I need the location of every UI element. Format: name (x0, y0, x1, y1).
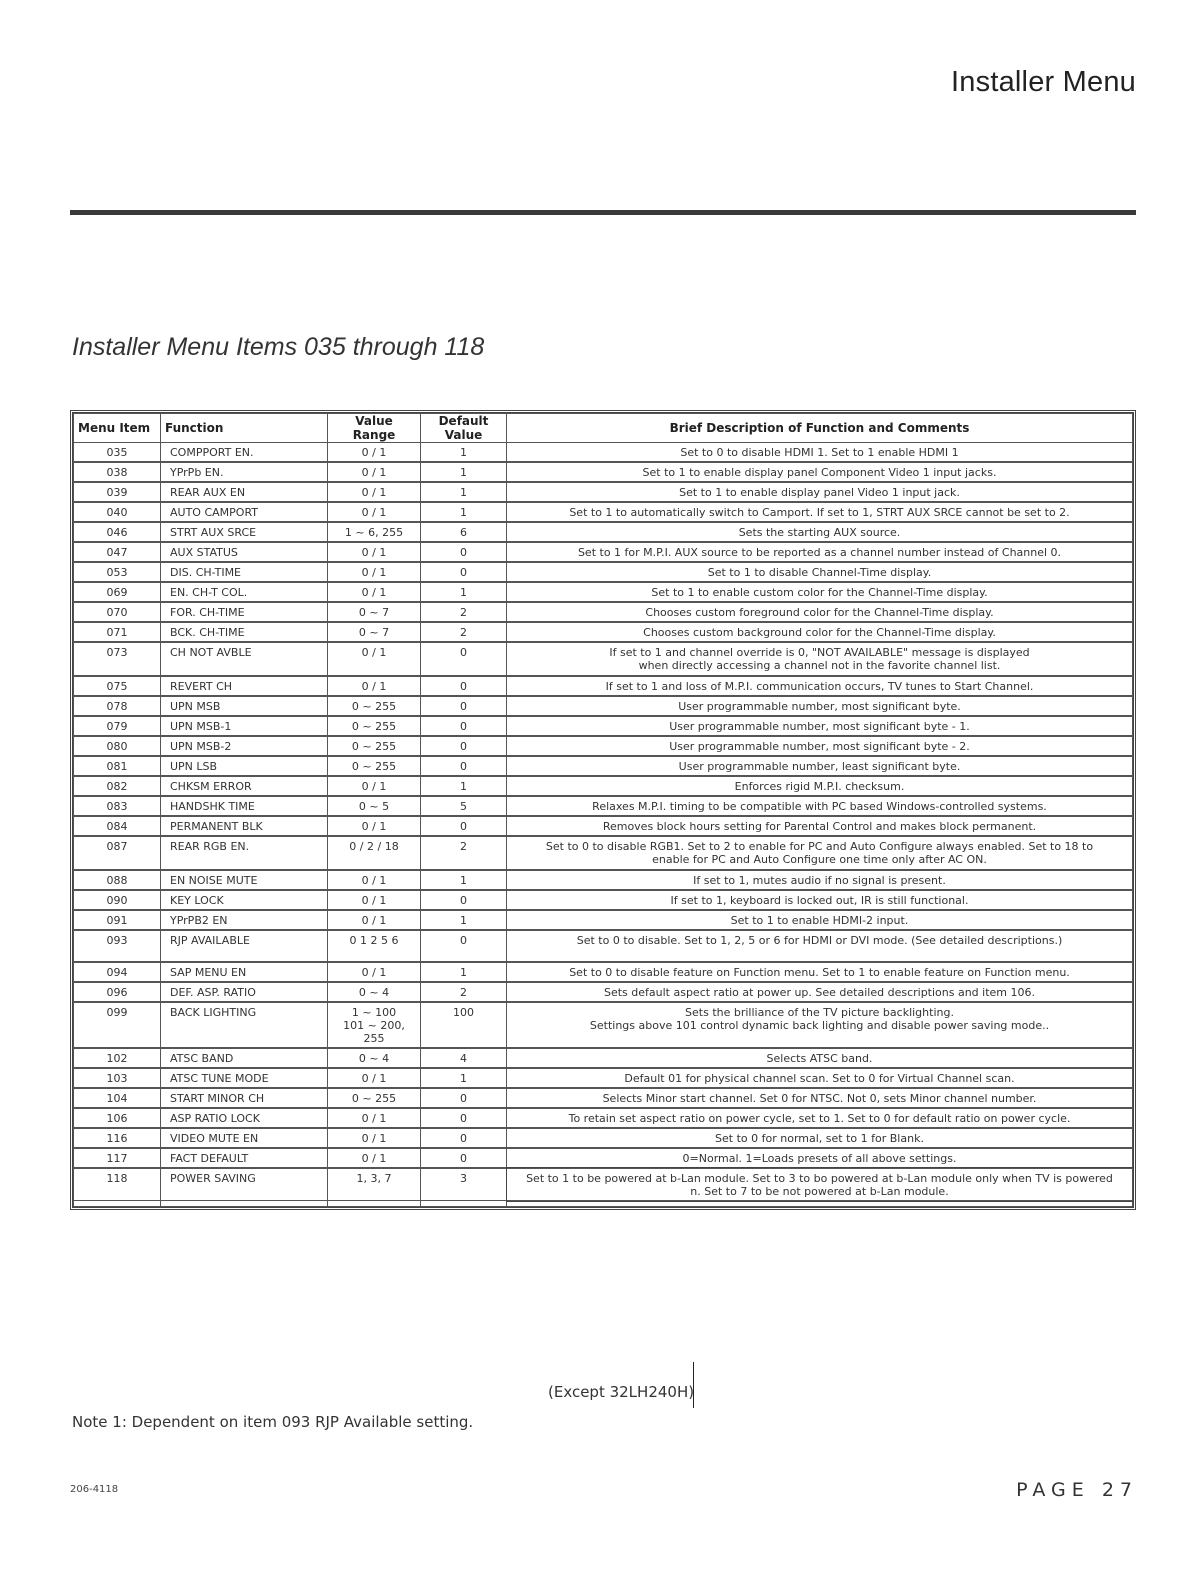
cell-value-range: 1, 3, 7 (328, 1168, 421, 1201)
header-rule (70, 210, 1136, 215)
cell-function: CH NOT AVBLE (161, 642, 328, 676)
cell-value-range: 0 / 1 (328, 562, 421, 582)
table-row (74, 716, 1133, 736)
cell-value-range: 0 / 1 (328, 776, 421, 796)
cell-default-value: 0 (421, 562, 507, 582)
cell-value-range: 0 / 1 (328, 962, 421, 982)
cell-function: HANDSHK TIME (161, 796, 328, 816)
cell-value-range: 0 / 1 (328, 1108, 421, 1128)
cell-description (507, 1002, 1133, 1048)
cell-default-value: 1 (421, 482, 507, 502)
cell-menu-item: 091 (74, 910, 161, 930)
cell-description: Default 01 for physical channel scan. Set to 0 for Virtual Channel scan. (507, 1068, 1133, 1088)
cell-value-range: 0 ~ 255 (328, 716, 421, 736)
cell-menu-item: 080 (74, 736, 161, 756)
cell-value-range: 0 / 1 (328, 676, 421, 696)
cell-menu-item: 084 (74, 816, 161, 836)
table-row (74, 1088, 1133, 1108)
cell-menu-item: 053 (74, 562, 161, 582)
cell-menu-item: 078 (74, 696, 161, 716)
cell-default-value: 0 (421, 756, 507, 776)
cell-menu-item: 047 (74, 542, 161, 562)
cell-description: User programmable number, most significant byte - 2. (507, 736, 1133, 756)
cell-description-line-1: Set to 0 to disable RGB1. Set to 2 to enable for PC and Auto Configure always enabled. Set to 18 to (545, 840, 1094, 853)
filler-cell (328, 1201, 421, 1207)
cell-menu-item: 039 (74, 482, 161, 502)
table-row (74, 602, 1133, 622)
table-row (74, 1002, 1133, 1048)
page-number: PAGE 27 (1016, 1479, 1138, 1501)
cell-function: EN NOISE MUTE (161, 870, 328, 890)
cell-default-value: 1 (421, 962, 507, 982)
table-row (74, 962, 1133, 982)
cell-menu-item: 088 (74, 870, 161, 890)
cell-menu-item: 081 (74, 756, 161, 776)
cell-value-range: 0 ~ 7 (328, 622, 421, 642)
table-row (74, 1108, 1133, 1128)
installer-menu-table (70, 410, 1136, 1210)
cell-default-value: 0 (421, 930, 507, 962)
cell-description: Relaxes M.P.I. timing to be compatible with PC based Windows-controlled systems. (507, 796, 1133, 816)
cell-function: DEF. ASP. RATIO (161, 982, 328, 1002)
cell-function: KEY LOCK (161, 890, 328, 910)
cell-description: Chooses custom background color for the Channel-Time display. (507, 622, 1133, 642)
cell-value-range: 0 ~ 255 (328, 756, 421, 776)
cell-function: REAR RGB EN. (161, 836, 328, 870)
table-row (74, 1148, 1133, 1168)
cell-value-range: 0 1 2 5 6 (328, 930, 421, 962)
cell-menu-item: 102 (74, 1048, 161, 1068)
cell-description: 0=Normal. 1=Loads presets of all above settings. (507, 1148, 1133, 1168)
table-row (74, 482, 1133, 502)
cell-function: POWER SAVING (161, 1168, 328, 1201)
column-header-value-range: Value Range (328, 414, 421, 443)
filler-cell (161, 1201, 328, 1207)
cell-function: STRT AUX SRCE (161, 522, 328, 542)
cell-value-range: 0 / 1 (328, 1128, 421, 1148)
cell-default-value: 2 (421, 982, 507, 1002)
cell-function: RJP AVAILABLE (161, 930, 328, 962)
cell-menu-item: 083 (74, 796, 161, 816)
document-number: 206-4118 (70, 1484, 119, 1495)
cell-description: Selects ATSC band. (507, 1048, 1133, 1068)
cell-default-value: 0 (421, 1148, 507, 1168)
cell-default-value: 0 (421, 676, 507, 696)
cell-menu-item: 082 (74, 776, 161, 796)
cell-value-range: 0 ~ 255 (328, 736, 421, 756)
cell-function: VIDEO MUTE EN (161, 1128, 328, 1148)
table-row (74, 562, 1133, 582)
cell-default-value: 1 (421, 870, 507, 890)
cell-description: If set to 1 and loss of M.P.I. communication occurs, TV tunes to Start Channel. (507, 676, 1133, 696)
table-row (74, 642, 1133, 676)
cell-default-value: 0 (421, 716, 507, 736)
table-row (74, 443, 1133, 463)
cell-menu-item: 094 (74, 962, 161, 982)
cell-menu-item: 035 (74, 443, 161, 463)
cell-value-range: 0 / 1 (328, 462, 421, 482)
table-row (74, 1048, 1133, 1068)
cell-value-range: 0 / 1 (328, 910, 421, 930)
cell-value-range-line-1: 1 ~ 100 (351, 1006, 397, 1019)
table-row (74, 582, 1133, 602)
cell-description (507, 642, 1133, 676)
cell-default-value: 1 (421, 776, 507, 796)
cell-function: BCK. CH-TIME (161, 622, 328, 642)
cell-menu-item: 103 (74, 1068, 161, 1088)
cell-default-value: 1 (421, 910, 507, 930)
cell-description-line-2: Settings above 101 control dynamic back lighting and disable power saving mode.. (589, 1019, 1050, 1032)
cell-menu-item: 090 (74, 890, 161, 910)
cell-menu-item: 040 (74, 502, 161, 522)
cell-description (507, 836, 1133, 870)
cell-function: UPN MSB-2 (161, 736, 328, 756)
table-row (74, 796, 1133, 816)
cell-value-range: 0 ~ 255 (328, 696, 421, 716)
table-row (74, 542, 1133, 562)
cell-description-line-1: Sets the brilliance of the TV picture backlighting. (685, 1006, 954, 1019)
cell-function: YPrPB2 EN (161, 910, 328, 930)
column-header-default-value: Default Value (421, 414, 507, 443)
cell-function: CHKSM ERROR (161, 776, 328, 796)
cell-default-value: 0 (421, 1128, 507, 1148)
table-row (74, 1128, 1133, 1148)
cell-default-value: 1 (421, 582, 507, 602)
cell-function: PERMANENT BLK (161, 816, 328, 836)
cell-default-value: 6 (421, 522, 507, 542)
cell-menu-item: 079 (74, 716, 161, 736)
cell-description: User programmable number, least significant byte. (507, 756, 1133, 776)
cell-description: Set to 0 to disable HDMI 1. Set to 1 enable HDMI 1 (507, 443, 1133, 463)
cell-menu-item: 116 (74, 1128, 161, 1148)
cell-function: UPN MSB (161, 696, 328, 716)
cell-menu-item: 096 (74, 982, 161, 1002)
cell-description: If set to 1, keyboard is locked out, IR is still functional. (507, 890, 1133, 910)
cell-menu-item: 118 (74, 1168, 161, 1201)
cell-function: YPrPb EN. (161, 462, 328, 482)
page-header-title: Installer Menu (951, 66, 1136, 98)
cell-menu-item: 070 (74, 602, 161, 622)
cell-default-value: 0 (421, 642, 507, 676)
cell-function: EN. CH-T COL. (161, 582, 328, 602)
cell-default-value: 1 (421, 443, 507, 463)
cell-menu-item: 117 (74, 1148, 161, 1168)
cell-default-value: 100 (421, 1002, 507, 1048)
cell-function: ATSC BAND (161, 1048, 328, 1068)
table-row (74, 816, 1133, 836)
cell-default-value: 0 (421, 1088, 507, 1108)
cell-default-value: 1 (421, 462, 507, 482)
cell-default-value: 1 (421, 502, 507, 522)
cell-description-line-2: enable for PC and Auto Configure one time only after AC ON. (652, 853, 987, 866)
cell-function: FOR. CH-TIME (161, 602, 328, 622)
cell-description: Set to 1 to enable custom color for the Channel-Time display. (507, 582, 1133, 602)
cell-description: To retain set aspect ratio on power cycle, set to 1. Set to 0 for default ratio on power cycle. (507, 1108, 1133, 1128)
table-row (74, 736, 1133, 756)
cell-default-value: 1 (421, 1068, 507, 1088)
cell-function: SAP MENU EN (161, 962, 328, 982)
cell-function: COMPPORT EN. (161, 443, 328, 463)
cell-default-value: 0 (421, 542, 507, 562)
cell-default-value: 0 (421, 736, 507, 756)
cell-description (507, 1168, 1133, 1201)
cell-menu-item: 038 (74, 462, 161, 482)
cell-value-range: 0 ~ 7 (328, 602, 421, 622)
cell-default-value: 0 (421, 1108, 507, 1128)
cell-value-range-line-2: 101 ~ 200, 255 (343, 1019, 405, 1045)
cell-description: Set to 0 to disable. Set to 1, 2, 5 or 6 for HDMI or DVI mode. (See detailed descriptions.) (507, 930, 1133, 962)
cell-function: AUX STATUS (161, 542, 328, 562)
table-filler-row (74, 1201, 1133, 1207)
column-header-menu-item: Menu Item (74, 414, 161, 443)
cell-description: Set to 1 to enable display panel Component Video 1 input jacks. (507, 462, 1133, 482)
cell-function: ASP RATIO LOCK (161, 1108, 328, 1128)
table-row (74, 696, 1133, 716)
table-row (74, 870, 1133, 890)
cell-description: Set to 0 to disable feature on Function menu. Set to 1 to enable feature on Function menu. (507, 962, 1133, 982)
cell-description: Removes block hours setting for Parental Control and makes block permanent. (507, 816, 1133, 836)
cell-value-range: 0 / 1 (328, 890, 421, 910)
cell-description-line-1: Set to 1 to be powered at b-Lan module. Set to 3 to bo powered at b-Lan module only when TV is powered (526, 1172, 1113, 1185)
cell-default-value: 0 (421, 816, 507, 836)
cell-value-range: 0 ~ 4 (328, 1048, 421, 1068)
table-row (74, 1168, 1133, 1201)
cell-default-value: 0 (421, 696, 507, 716)
filler-cell (74, 1201, 161, 1207)
cell-value-range (328, 1002, 421, 1048)
cell-value-range: 0 / 1 (328, 870, 421, 890)
cell-function: REAR AUX EN (161, 482, 328, 502)
filler-cell (507, 1201, 1133, 1207)
table-row (74, 756, 1133, 776)
cell-value-range: 0 / 1 (328, 443, 421, 463)
table-row (74, 982, 1133, 1002)
table-row (74, 910, 1133, 930)
cell-description: If set to 1, mutes audio if no signal is present. (507, 870, 1133, 890)
cell-menu-item: 073 (74, 642, 161, 676)
cell-description: Enforces rigid M.P.I. checksum. (507, 776, 1133, 796)
column-header-description: Brief Description of Function and Comments (507, 414, 1133, 443)
cell-description-line-1: If set to 1 and channel override is 0, "NOT AVAILABLE" message is displayed (609, 646, 1030, 659)
cell-description: Set to 1 to enable HDMI-2 input. (507, 910, 1133, 930)
cell-description: Sets the starting AUX source. (507, 522, 1133, 542)
cell-description: User programmable number, most significant byte - 1. (507, 716, 1133, 736)
cell-value-range: 0 / 1 (328, 816, 421, 836)
cell-value-range: 0 / 1 (328, 1148, 421, 1168)
table-row (74, 890, 1133, 910)
cell-function: DIS. CH-TIME (161, 562, 328, 582)
cell-description: Set to 1 to disable Channel-Time display. (507, 562, 1133, 582)
table-row (74, 930, 1133, 962)
cell-description: User programmable number, most significant byte. (507, 696, 1133, 716)
cell-description: Sets default aspect ratio at power up. See detailed descriptions and item 106. (507, 982, 1133, 1002)
cell-description: Set to 0 for normal, set to 1 for Blank. (507, 1128, 1133, 1148)
cell-default-value: 5 (421, 796, 507, 816)
cell-value-range: 1 ~ 6, 255 (328, 522, 421, 542)
cell-value-range: 0 / 1 (328, 542, 421, 562)
cell-menu-item: 087 (74, 836, 161, 870)
cell-description: Set to 1 for M.P.I. AUX source to be reported as a channel number instead of Channel 0. (507, 542, 1133, 562)
cell-description-line-2: n. Set to 7 to be not powered at b-Lan module. (690, 1185, 949, 1198)
cell-value-range: 0 ~ 255 (328, 1088, 421, 1108)
cell-value-range: 0 / 1 (328, 642, 421, 676)
cell-menu-item: 069 (74, 582, 161, 602)
cell-function: BACK LIGHTING (161, 1002, 328, 1048)
cell-value-range: 0 / 1 (328, 1068, 421, 1088)
cell-default-value: 4 (421, 1048, 507, 1068)
cell-default-value: 3 (421, 1168, 507, 1201)
footnote: Note 1: Dependent on item 093 RJP Available setting. (72, 1413, 474, 1431)
cell-menu-item: 106 (74, 1108, 161, 1128)
cell-menu-item: 104 (74, 1088, 161, 1108)
cell-default-value: 2 (421, 602, 507, 622)
section-title: Installer Menu Items 035 through 118 (72, 333, 485, 361)
cell-function: FACT DEFAULT (161, 1148, 328, 1168)
cell-menu-item: 099 (74, 1002, 161, 1048)
except-note: (Except 32LH240H) (548, 1383, 695, 1401)
filler-cell (421, 1201, 507, 1207)
table-row (74, 522, 1133, 542)
cell-function: UPN LSB (161, 756, 328, 776)
cell-value-range: 0 / 1 (328, 502, 421, 522)
cell-value-range: 0 / 1 (328, 482, 421, 502)
cell-function: ATSC TUNE MODE (161, 1068, 328, 1088)
table-body (74, 443, 1133, 1207)
cell-description-line-2: when directly accessing a channel not in the favorite channel list. (638, 659, 1001, 672)
cell-default-value: 2 (421, 836, 507, 870)
cell-value-range: 0 ~ 4 (328, 982, 421, 1002)
table-row (74, 622, 1133, 642)
table-row (74, 836, 1133, 870)
table-row (74, 676, 1133, 696)
cell-default-value: 0 (421, 890, 507, 910)
cell-menu-item: 071 (74, 622, 161, 642)
cell-value-range: 0 / 1 (328, 582, 421, 602)
table-header-row (74, 414, 1133, 443)
cell-function: AUTO CAMPORT (161, 502, 328, 522)
column-header-function: Function (161, 414, 328, 443)
cell-description: Selects Minor start channel. Set 0 for NTSC. Not 0, sets Minor channel number. (507, 1088, 1133, 1108)
cell-menu-item: 075 (74, 676, 161, 696)
cell-default-value: 2 (421, 622, 507, 642)
cell-function: REVERT CH (161, 676, 328, 696)
table-row (74, 462, 1133, 482)
table-row (74, 776, 1133, 796)
cell-function: START MINOR CH (161, 1088, 328, 1108)
cell-menu-item: 046 (74, 522, 161, 542)
table-row (74, 502, 1133, 522)
table-row (74, 1068, 1133, 1088)
cell-value-range: 0 ~ 5 (328, 796, 421, 816)
cell-function: UPN MSB-1 (161, 716, 328, 736)
cell-description: Set to 1 to automatically switch to Camport. If set to 1, STRT AUX SRCE cannot be set to 2. (507, 502, 1133, 522)
cell-menu-item: 093 (74, 930, 161, 962)
cell-value-range: 0 / 2 / 18 (328, 836, 421, 870)
cell-description: Set to 1 to enable display panel Video 1 input jack. (507, 482, 1133, 502)
cell-description: Chooses custom foreground color for the Channel-Time display. (507, 602, 1133, 622)
